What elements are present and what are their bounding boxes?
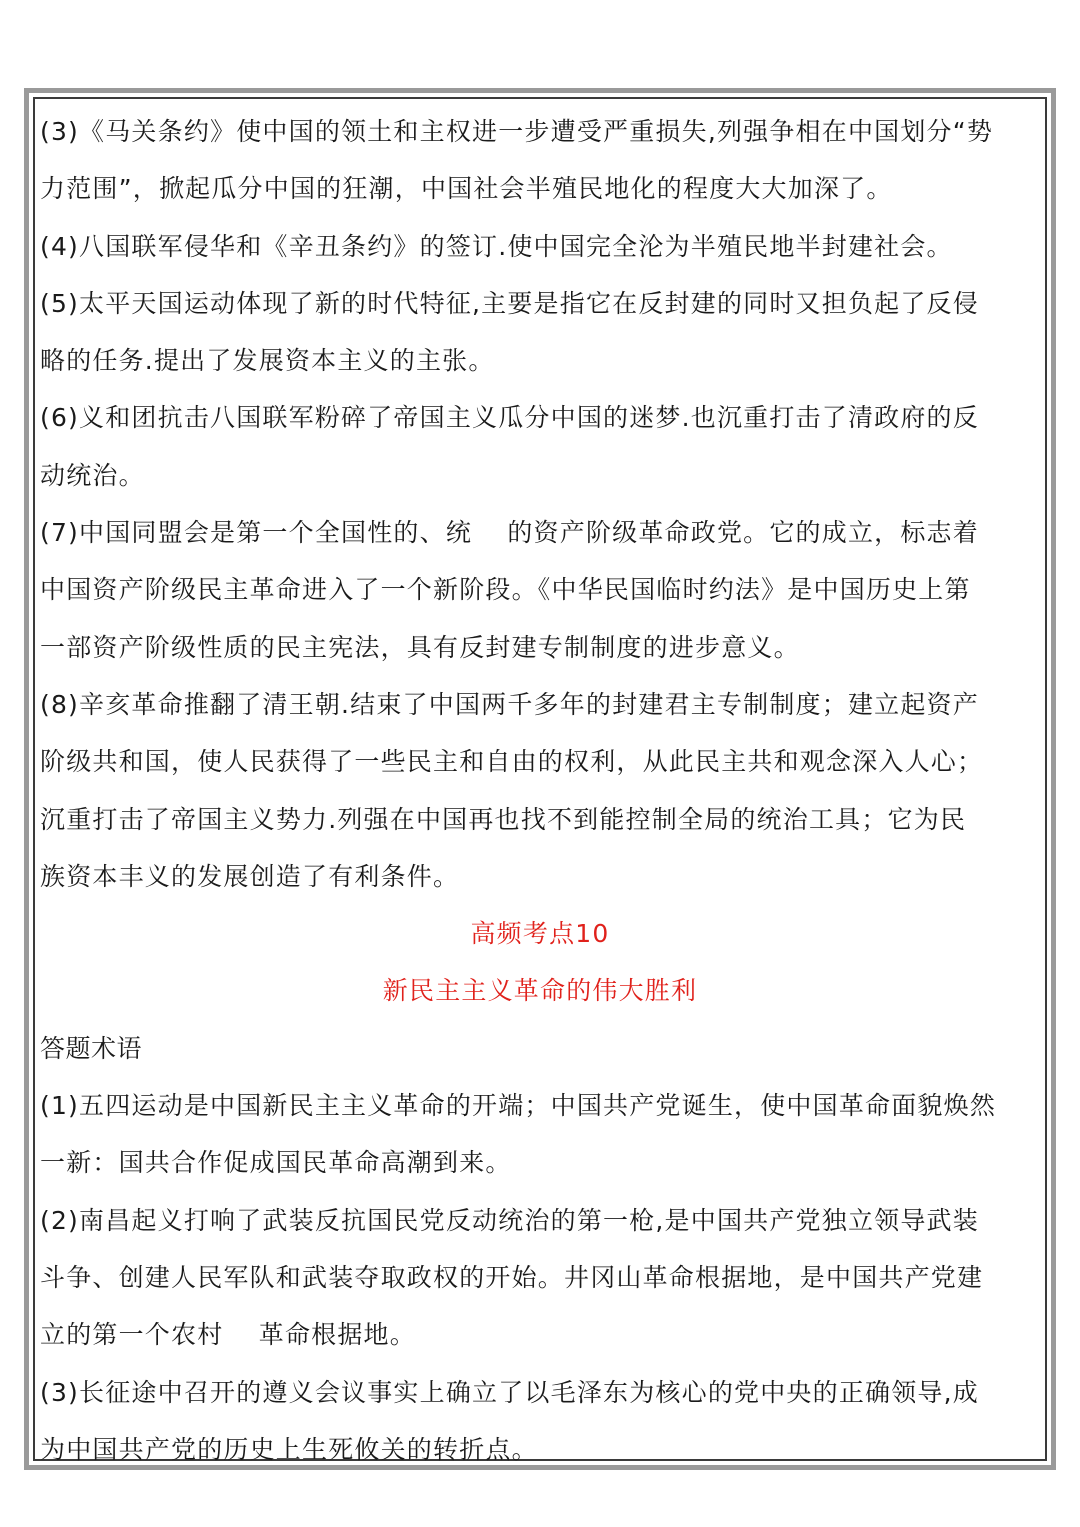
section-heading-title: 新民主主义革命的伟大胜利 bbox=[382, 976, 698, 1006]
text-line: 一新：国共合作促成国民革命高潮到来。 bbox=[40, 1148, 512, 1178]
text-line: 动统治。 bbox=[40, 460, 145, 490]
text-line: 一部资产阶级性质的民主宪法，具有反封建专制制度的进步意义。 bbox=[40, 632, 800, 662]
text-line: 族资本丰义的发展创造了有利条件。 bbox=[40, 861, 460, 891]
text-line: 中国资产阶级民主革命进入了一个新阶段。《中华民国临时约法》是中国历史上第 bbox=[40, 575, 971, 605]
text-line: (6)义和团抗击八国联军粉碎了帝国主义瓜分中国的迷梦.也沉重打击了清政府的反 bbox=[40, 403, 979, 433]
text-block-top bbox=[40, 103, 1040, 905]
text-line: 阶级共和国，使人民获得了一些民主和自由的权利，从此民主共和观念深入人心； bbox=[40, 747, 984, 777]
text-line: 斗争、创建人民军队和武装夺取政权的开始。井冈山革命根据地，是中国共产党建 bbox=[40, 1262, 984, 1292]
text-line: 为中国共产党的历史上生死攸关的转折点。 bbox=[40, 1434, 538, 1464]
answer-terms-label: 答题术语 bbox=[40, 1033, 143, 1063]
text-line: (3)《马关条约》使中国的领土和主权进一步遭受严重损失,列强争相在中国划分“势 bbox=[40, 117, 994, 146]
text-line: 力范围”，掀起瓜分中国的狂潮，中国社会半殖民地化的程度大大加深了。 bbox=[40, 174, 893, 204]
text-line: 略的任务.提出了发展资本主义的主张。 bbox=[40, 346, 495, 376]
section-heading-number: 高频考点10 bbox=[470, 919, 610, 949]
document-body bbox=[40, 103, 1040, 1478]
text-line: (3)长征途中召开的遵义会议事实上确立了以毛泽东为核心的党中央的正确领导,成 bbox=[40, 1377, 979, 1407]
text-line: (8)辛亥革命推翻了清王朝.结束了中国两千多年的封建君主专制制度；建立起资产 bbox=[40, 689, 979, 719]
text-line: (7)中国同盟会是第一个全国性的、统 的资产阶级革命政党。它的成立，标志着 bbox=[40, 518, 979, 548]
text-line: (5)太平天国运动体现了新的时代特征,主要是指它在反封建的同时又担负起了反侵 bbox=[40, 288, 979, 318]
text-line: (2)南昌起义打响了武装反抗国民党反动统治的第一枪,是中国共产党独立领导武装 bbox=[40, 1205, 979, 1235]
text-line: 立的第一个农村 革命根据地。 bbox=[40, 1320, 416, 1350]
text-block-bottom bbox=[40, 1077, 1040, 1478]
text-line: 沉重打击了帝国主义势力.列强在中国再也找不到能控制全局的统治工具；它为民 bbox=[40, 804, 967, 834]
text-line: (1)五四运动是中国新民主主义革命的开端；中国共产党诞生，使中国革命面貌焕然 bbox=[40, 1091, 997, 1121]
text-line: (4)八国联军侵华和《辛丑条约》的签订.使中国完全沦为半殖民地半封建社会。 bbox=[40, 231, 953, 261]
